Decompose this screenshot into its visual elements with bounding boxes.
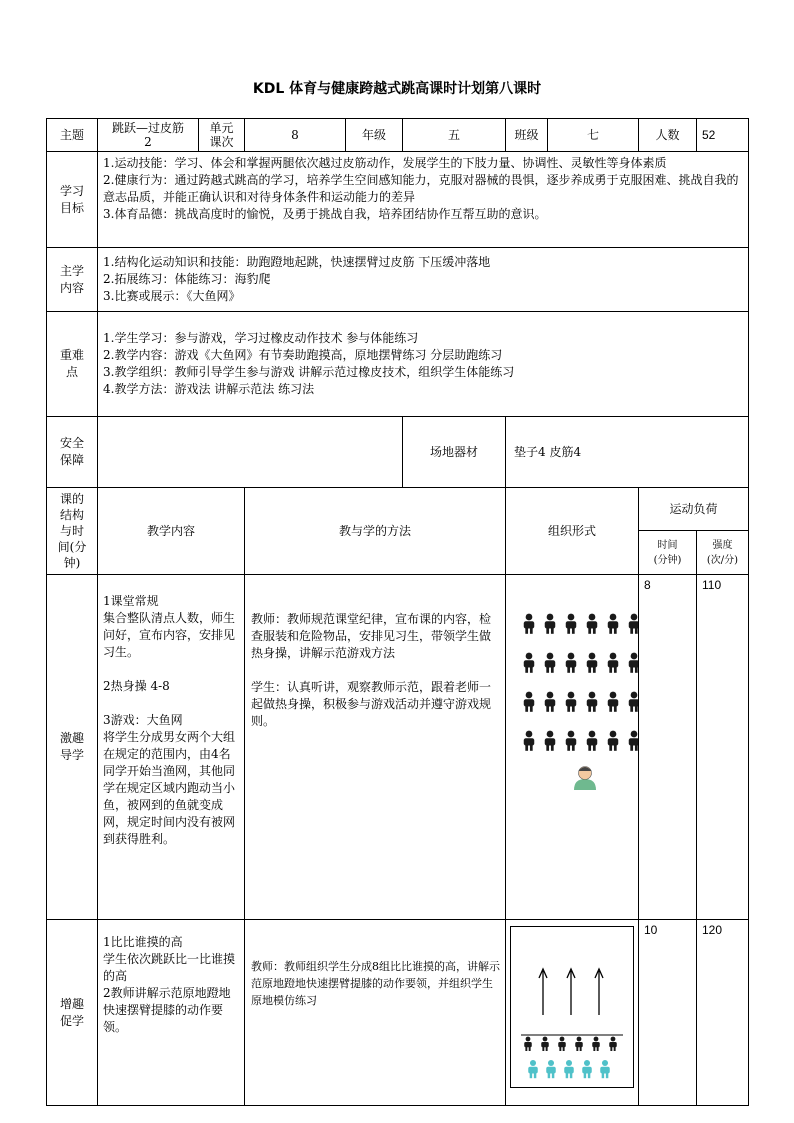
student-figure-icon: [575, 1037, 583, 1051]
intensity-header: 强度 (次/分): [697, 531, 749, 575]
class-label: 班级: [506, 119, 548, 152]
lesson-plan-table: [46, 118, 749, 1106]
practice-diagram: [506, 920, 639, 1106]
header-row: [47, 119, 749, 152]
student-figure-icon: [566, 692, 577, 712]
count-label: 人数: [639, 119, 697, 152]
keypoint-line: 2.教学内容：游戏《大鱼网》有节奏助跑摸高，原地摆臂练习 分层助跑练习: [103, 348, 503, 362]
practice-formation-figure: [511, 927, 633, 1087]
student-figure-icon: [587, 653, 598, 673]
keypoint-line: 4.教学方法：游戏法 讲解示范法 练习法: [103, 382, 315, 396]
class-value: 七: [548, 119, 639, 152]
method-header: 教与学的方法: [245, 488, 506, 575]
teacher-avatar-icon: [574, 767, 596, 791]
student-figure-icon: [592, 1037, 600, 1051]
count-value: 52: [697, 119, 749, 152]
student-figure-icon: [608, 731, 619, 751]
section-content: 1比比谁摸的高 学生依次跳跃比一比谁摸的高 2教师讲解示范原地蹬地快速摆臂提膝的动作要领。: [98, 920, 245, 1106]
venue-value: 垫子4 皮筋4: [506, 417, 749, 488]
section-time: 8: [639, 575, 697, 920]
objective-line: 3.体育品德：挑战高度时的愉悦，及勇于挑战自我，培养团结协作互帮互助的意识。: [103, 207, 547, 221]
practice-area: [510, 926, 634, 1088]
content-line: 3.比赛或展示：《大鱼网》: [103, 289, 241, 303]
structure-label: 课的 结构 与时 间(分 钟): [47, 488, 98, 575]
student-figure-icon: [524, 1037, 532, 1051]
safety-value: [98, 417, 403, 488]
student-figure-icon: [600, 1060, 610, 1078]
time-header: 时间 (分钟): [639, 531, 697, 575]
student-figure-icon: [558, 1037, 566, 1051]
student-figure-icon: [629, 692, 639, 712]
section-intensity: 110: [697, 575, 749, 920]
up-arrow-icon: [567, 969, 575, 1015]
venue-label: 场地器材: [403, 417, 506, 488]
content-text: [98, 248, 749, 312]
student-figure-icon: [545, 614, 556, 634]
student-figure-icon: [545, 731, 556, 751]
objective-line: 2.健康行为：通过跨越式跳高的学习，培养学生空间感知能力，克服对器械的畏惧，逐步养成勇于克服困难、挑战自我的意志品质，并能正确认识和对待身体条件和运动能力的差异: [103, 173, 739, 204]
keypoints-row: [47, 312, 749, 417]
student-figure-icon: [564, 1060, 574, 1078]
up-arrow-icon: [595, 969, 603, 1015]
objectives-label: 学习 目标: [47, 152, 98, 248]
section-row-practice: [47, 920, 749, 1106]
student-figure-icon: [629, 731, 639, 751]
objective-line: 1.运动技能：学习、体会和掌握两腿依次越过皮筋动作，发展学生的下肢力量、协调性、灵敏性等身体素质: [103, 156, 667, 170]
section-content: 1课堂常规 集合整队清点人数，师生问好，宣布内容，安排见习生。 2热身操 4-8 3游戏：大鱼网 将学生分成男女两个大组在规定的范围内，由4名同学开始当渔网，其他同学在规定区域内跑动当小鱼，被网到的鱼就变成网，规定时间内没有被网到获得胜利。: [98, 575, 245, 920]
section-intensity: 120: [697, 920, 749, 1106]
student-figure-icon: [524, 614, 535, 634]
student-figure-icon: [582, 1060, 592, 1078]
safety-row: [47, 417, 749, 488]
student-figure-icon: [608, 653, 619, 673]
objectives-text: [98, 152, 749, 248]
keypoints-text: [98, 312, 749, 417]
student-figure-icon: [545, 692, 556, 712]
grade-label: 年级: [346, 119, 403, 152]
keypoints-label: 重难 点: [47, 312, 98, 417]
student-figure-icon: [524, 731, 535, 751]
student-figure-icon: [608, 692, 619, 712]
student-figure-icon: [524, 653, 535, 673]
section-label: 激趣 导学: [47, 575, 98, 920]
organization-header: 组织形式: [506, 488, 639, 575]
student-figure-icon: [546, 1060, 556, 1078]
student-figure-icon: [608, 614, 619, 634]
unit-value: 8: [245, 119, 346, 152]
topic-value: 跳跃—过皮筋 2: [98, 119, 199, 152]
student-figure-icon: [566, 731, 577, 751]
content-row: [47, 248, 749, 312]
load-header: 运动负荷: [639, 488, 749, 531]
content-line: 1.结构化运动知识和技能：助跑蹬地起跳，快速摆臂过皮筋 下压缓冲落地: [103, 255, 491, 269]
student-figure-icon: [587, 692, 598, 712]
student-figure-icon: [524, 692, 535, 712]
content-line: 2.拓展练习：体能练习：海豹爬: [103, 272, 271, 286]
formation-diagram: [506, 575, 639, 920]
structure-header-row: [47, 488, 749, 531]
student-formation-figure: [511, 577, 639, 817]
safety-label: 安全 保障: [47, 417, 98, 488]
student-figure-icon: [629, 653, 639, 673]
keypoint-line: 3.教学组织：教师引导学生参与游戏 讲解示范过橡皮技术，组织学生体能练习: [103, 365, 515, 379]
up-arrow-icon: [539, 969, 547, 1015]
student-figure-icon: [587, 614, 598, 634]
student-figure-icon: [541, 1037, 549, 1051]
objectives-row: [47, 152, 749, 248]
student-figure-icon: [566, 653, 577, 673]
student-figure-icon: [609, 1037, 617, 1051]
student-figure-icon: [528, 1060, 538, 1078]
section-label: 增趣 促学: [47, 920, 98, 1106]
student-figure-icon: [587, 731, 598, 751]
student-figure-icon: [545, 653, 556, 673]
section-time: 10: [639, 920, 697, 1106]
unit-label: 单元 课次: [199, 119, 245, 152]
section-method: 教师：教师组织学生分成8组比比谁摸的高，讲解示范原地蹬地快速摆臂提膝的动作要领，并组织学生原地模仿练习: [245, 920, 506, 1106]
student-figure-icon: [566, 614, 577, 634]
keypoint-line: 1.学生学习：参与游戏，学习过橡皮动作技术 参与体能练习: [103, 331, 419, 345]
page-title: KDL 体育与健康跨越式跳高课时计划第八课时: [252, 81, 542, 97]
content-label: 主学 内容: [47, 248, 98, 312]
teaching-content-header: 教学内容: [98, 488, 245, 575]
topic-label: 主题: [47, 119, 98, 152]
section-row-warmup: [47, 575, 749, 920]
grade-value: 五: [403, 119, 506, 152]
section-method: 教师：教师规范课堂纪律，宣布课的内容，检查服装和危险物品，安排见习生，带领学生做热身操，讲解示范游戏方法 学生：认真听讲，观察教师示范，跟着老师一起做热身操，积极参与游戏活动并遵守游戏规则。: [245, 575, 506, 920]
student-figure-icon: [629, 614, 639, 634]
